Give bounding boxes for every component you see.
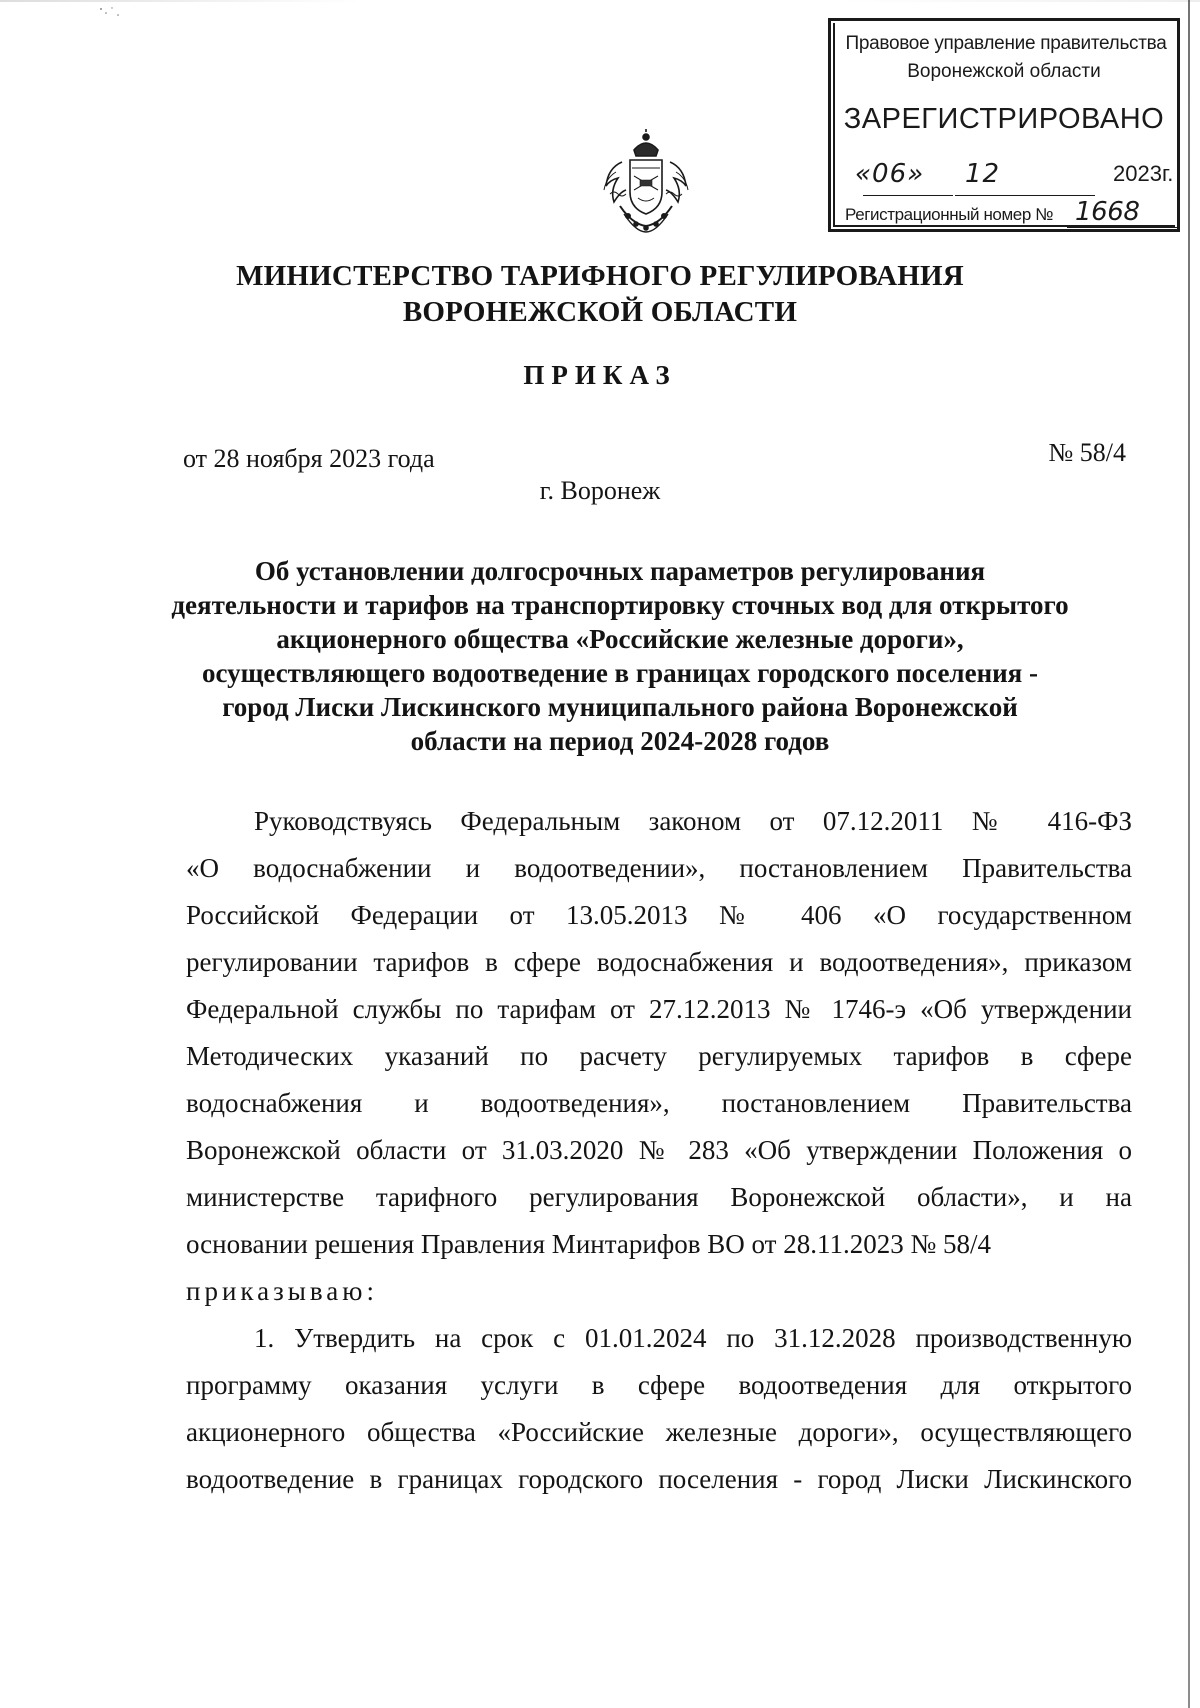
stamp-office-line2: Воронежской области [907, 61, 1101, 82]
stamp-reg-underline [1067, 227, 1177, 228]
order-body [186, 798, 1132, 1503]
stamp-registered: ЗАРЕГИСТРИРОВАНО [843, 103, 1165, 135]
stamp-date-underline [863, 195, 953, 196]
order-date: от 28 ноября 2023 года [183, 444, 435, 473]
scan-right-edge [1188, 0, 1190, 1708]
subject-line: город Лиски Лискинского муниципального района Воронежской [222, 692, 1018, 722]
subject-line: осуществляющего водоотведение в границах городского поселения - [201, 658, 1039, 688]
scan-edge [0, 0, 1200, 2]
body-line: водоотведение в границах городского поселения - город Лиски Лискинского [186, 1464, 1132, 1494]
stamp-month-underline [955, 195, 1095, 196]
registration-stamp [828, 18, 1180, 232]
stamp-reg-label: Регистрационный номер № [845, 205, 1054, 224]
body-line: водоснабжения и водоотведения», постановлением Правительства [186, 1088, 1132, 1118]
subject-line: деятельности и тарифов на транспортировку сточных вод для открытого [171, 590, 1069, 620]
body-line: программу оказания услуги в сфере водоотведения для открытого [186, 1370, 1132, 1400]
body-line: Российской Федерации от 13.05.2013 № 406 «О государственном [186, 900, 1132, 930]
stamp-date-month: 12 [965, 159, 1001, 189]
stamp-reg-row [845, 197, 1169, 231]
stamp-reg-number: 1668 [1075, 197, 1140, 227]
body-line: регулировании тарифов в сфере водоснабжения и водоотведения», приказом [186, 947, 1132, 977]
order-subject [140, 554, 1100, 758]
order-number: № 58/4 [1048, 438, 1126, 467]
ministry-heading [0, 258, 1200, 330]
body-line: Методических указаний по расчету регулируемых тарифов в сфере [186, 1041, 1132, 1071]
body-line: Руководствуясь Федеральным законом от 07.12.2011 № 416-ФЗ [254, 806, 1132, 836]
body-line: «О водоснабжении и водоотведении», постановлением Правительства [186, 853, 1132, 883]
stamp-date-row [855, 159, 1174, 199]
subject-line: Об установлении долгосрочных параметров регулирования [254, 556, 986, 586]
body-line: Воронежской области от 31.03.2020 № 283 «Об утверждении Положения о [186, 1135, 1132, 1165]
body-line: основании решения Правления Минтарифов ВО от 28.11.2023 № 58/4 [186, 1229, 991, 1259]
stamp-date-day: «06» [855, 159, 925, 189]
ministry-line1: МИНИСТЕРСТВО ТАРИФНОГО РЕГУЛИРОВАНИЯ [236, 260, 964, 292]
order-city: г. Воронеж [539, 476, 661, 505]
body-line-order-word: приказываю: [186, 1276, 378, 1306]
scan-artifact [98, 4, 128, 18]
body-line: 1. Утвердить на срок с 01.01.2024 по 31.12.2028 производственную [254, 1323, 1132, 1353]
coat-of-arms-icon [596, 128, 696, 238]
subject-line: области на период 2024-2028 годов [410, 726, 830, 756]
ministry-line2: ВОРОНЕЖСКОЙ ОБЛАСТИ [402, 296, 798, 328]
stamp-office-line1: Правовое управление правительства [845, 33, 1167, 54]
body-line: акционерного общества «Российские железные дороги», осуществляющего [186, 1417, 1132, 1447]
subject-line: акционерного общества «Российские железные дороги», [276, 624, 964, 654]
order-title: ПРИКАЗ [523, 360, 677, 390]
body-line: Федеральной службы по тарифам от 27.12.2013 № 1746-э «Об утверждении [186, 994, 1132, 1024]
body-line: министерстве тарифного регулирования Воронежской области», и на [186, 1182, 1132, 1212]
stamp-date-year: 2023г. [1113, 161, 1174, 186]
